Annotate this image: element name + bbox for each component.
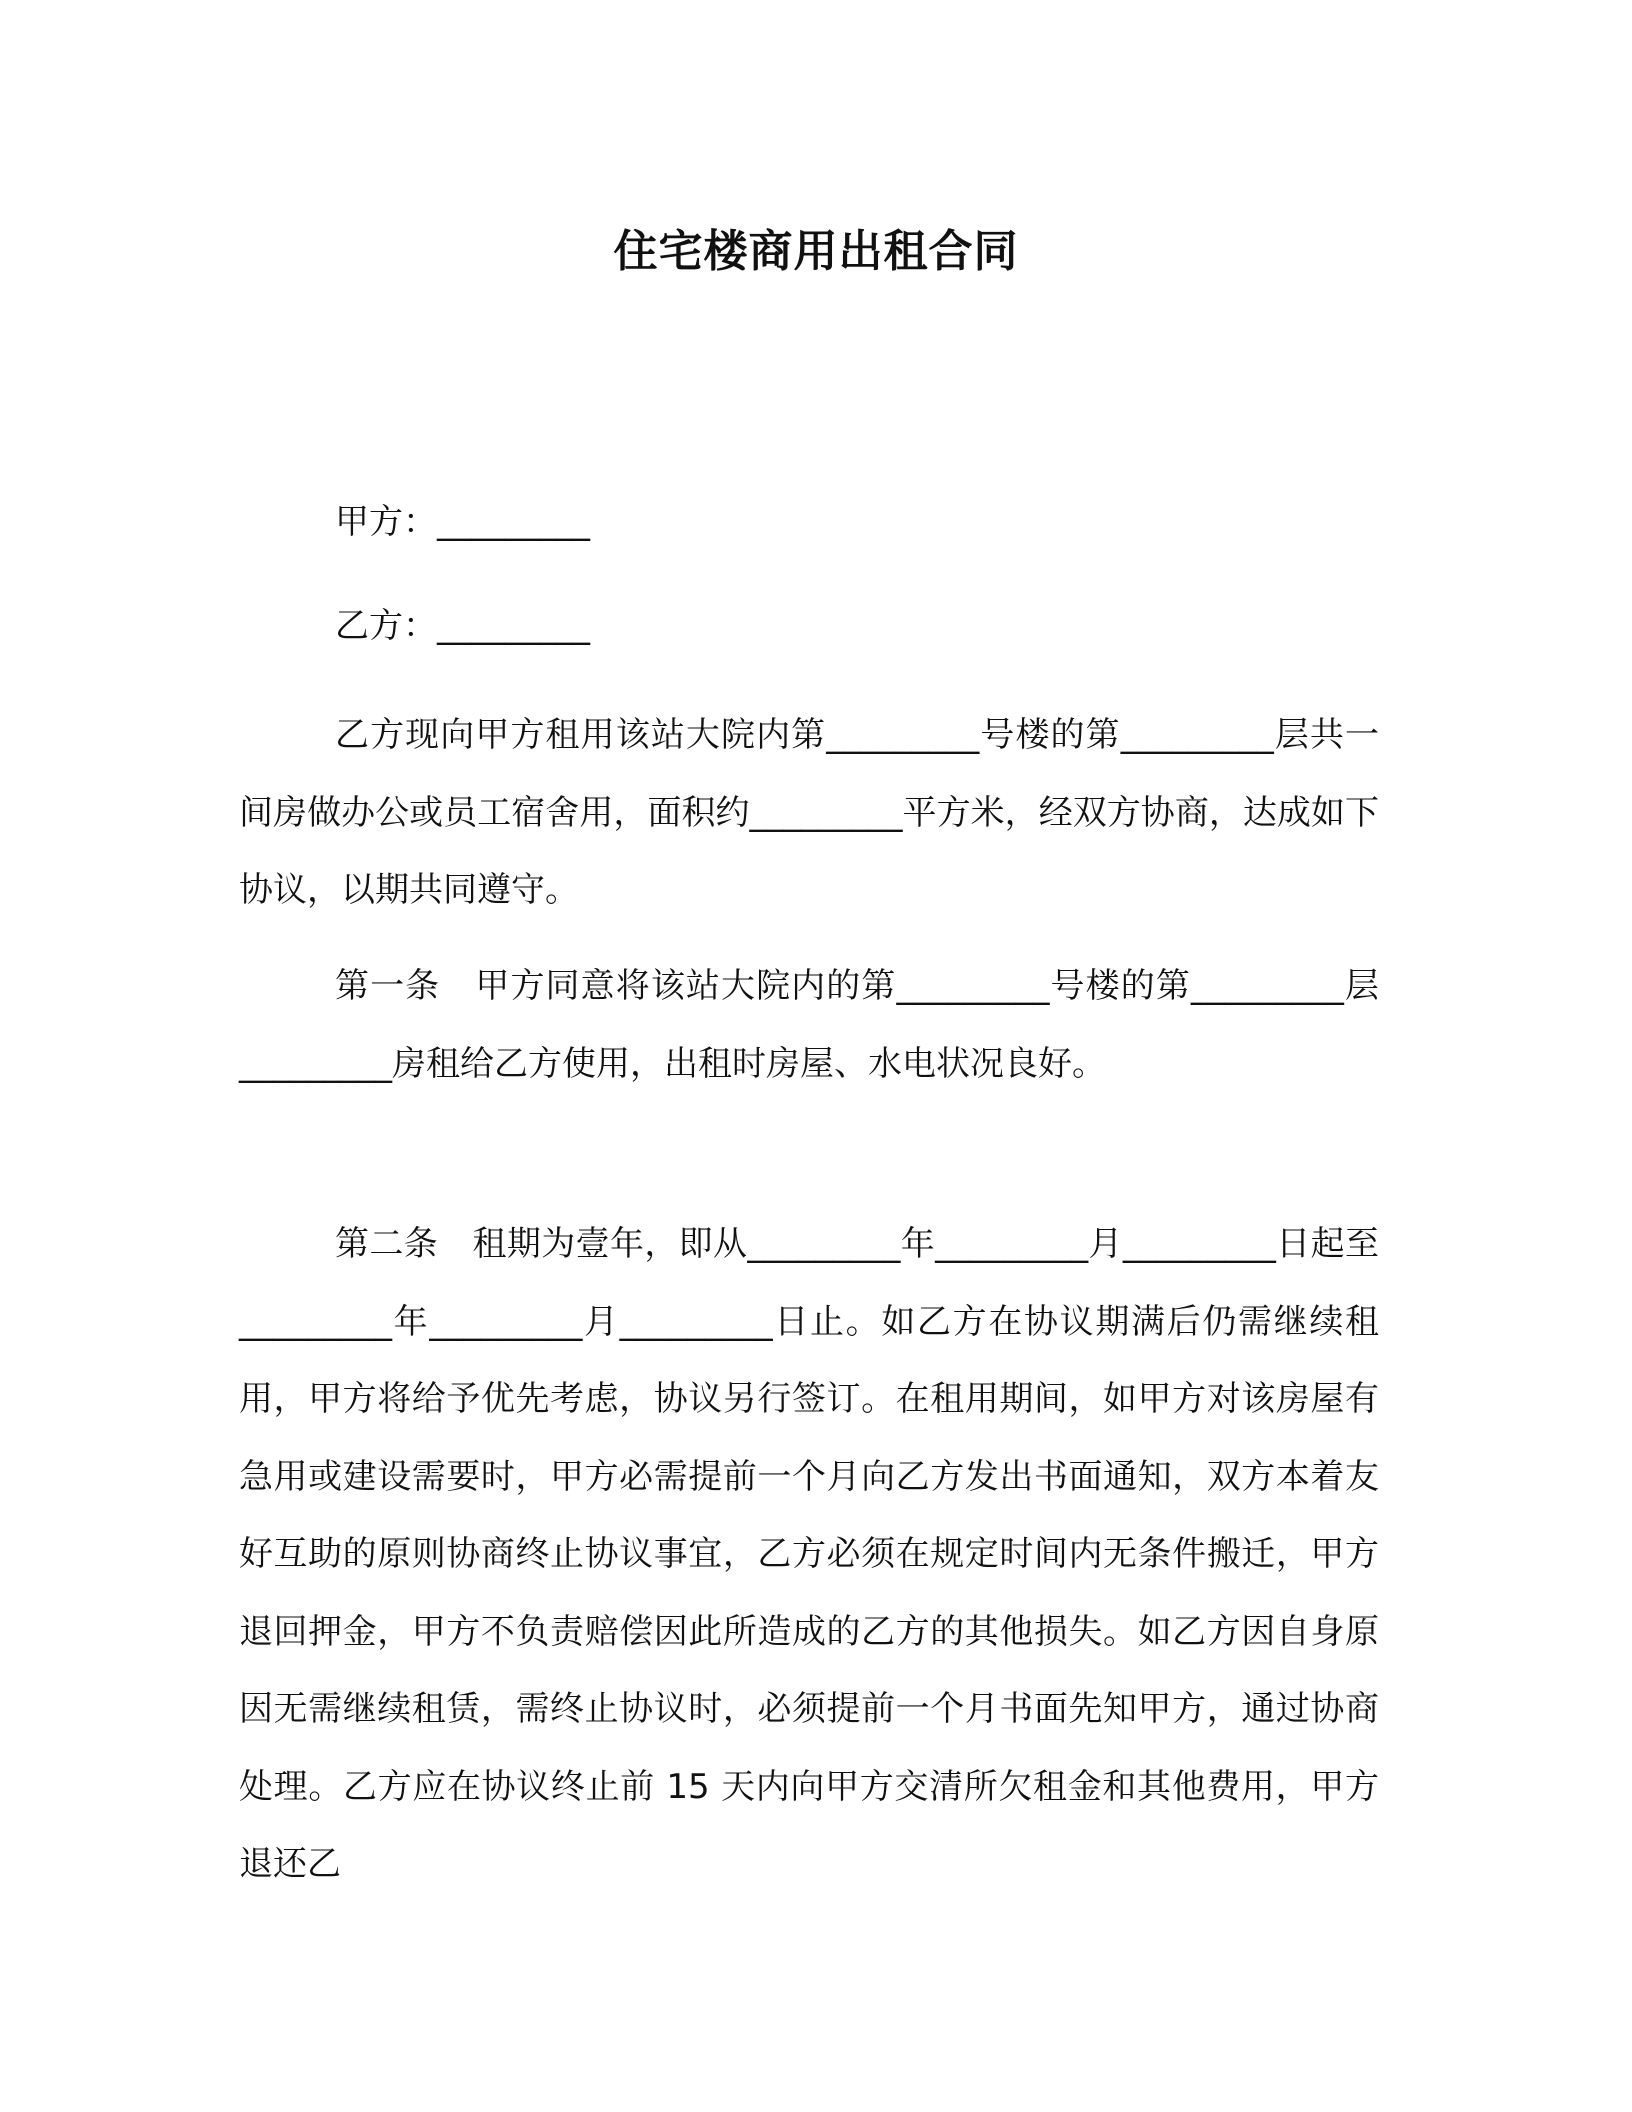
- intro-paragraph: 乙方现向甲方租用该站大院内第_________号楼的第_________层共一间房做办公或员工宿舍用，面积约_________平方米，经双方协商，达成如下协议，以期共同遵守。: [239, 715, 1379, 910]
- party-a-line: 甲方：_________: [335, 502, 590, 542]
- article-2-paragraph: 第二条 租期为壹年，即从_________年_________月_________日起至_________年_________月_________日止。如乙方在协议期满后仍需继续租用，甲方将给予优先考虑，协议另行签订。在租用期间，如甲方对该房屋有急用或建设需要时，甲方必需提前一个月向乙方发出书面通知，双方本着友好互助的原则协商终止协议事宜，乙方必须在规定时间内无条件搬迁，甲方退回押金，甲方不负责赔偿因此所造成的乙方的其他损失。如乙方因自身原因无需继续租赁，需终止协议时，必须提前一个月书面先知甲方，通过协商处理。乙方应在协议终止前 15 天内向甲方交清所欠租金和其他费用，甲方退还乙: [239, 1224, 1379, 1884]
- document-title: 住宅楼商用出租合同: [613, 226, 1019, 277]
- article-1-paragraph: 第一条 甲方同意将该站大院内的第_________号楼的第_________层_________房租给乙方使用，出租时房屋、水电状况良好。: [239, 966, 1379, 1084]
- party-b-line: 乙方：_________: [335, 606, 590, 646]
